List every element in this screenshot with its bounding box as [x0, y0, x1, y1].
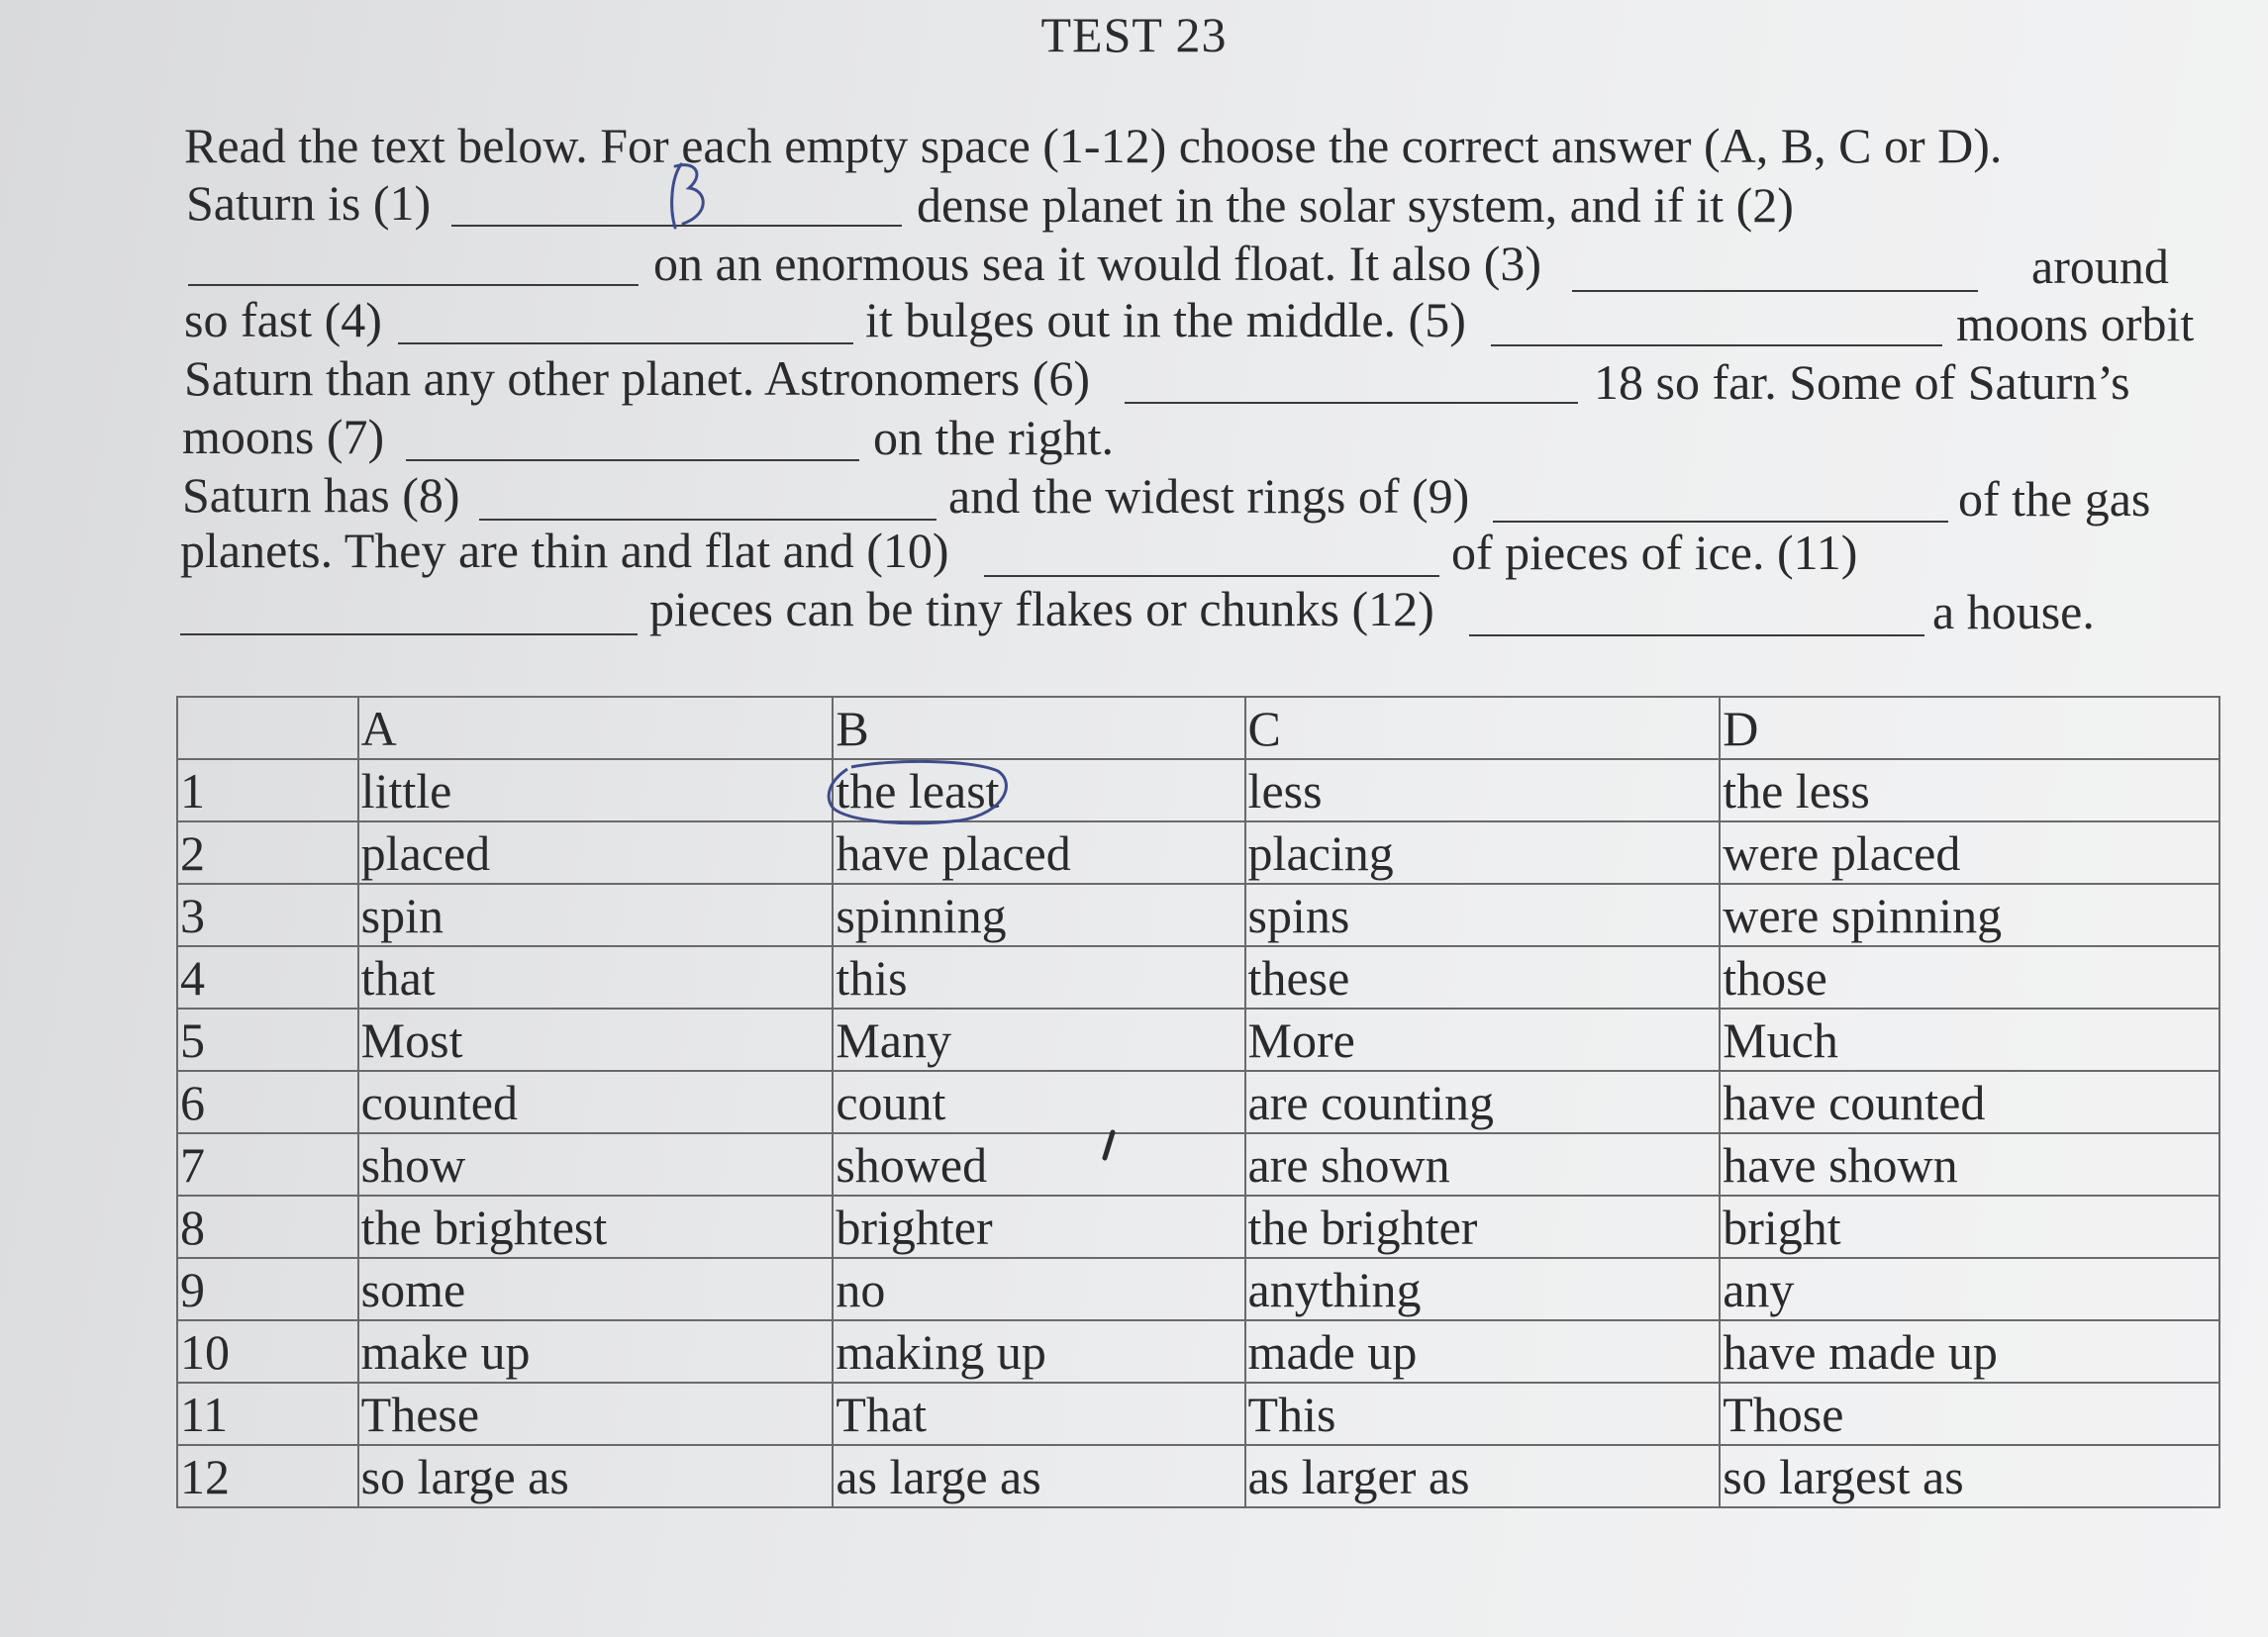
table-row	[177, 821, 2219, 884]
option-c-cell: as larger as	[1245, 1445, 1721, 1507]
row-number-cell: 1	[177, 759, 358, 821]
option-b-cell: Many	[833, 1009, 1244, 1071]
passage-line-8b: a house.	[1932, 584, 2095, 639]
option-b-cell: making up	[833, 1320, 1244, 1383]
option-a-cell: some	[358, 1258, 834, 1320]
passage-line-6a: Saturn has (8)	[182, 467, 460, 523]
table-row	[177, 946, 2219, 1009]
option-a-cell: so large as	[358, 1445, 834, 1507]
passage-line-2b: around	[2031, 239, 2169, 294]
column-header-c: C	[1245, 697, 1721, 759]
option-a-cell: placed	[358, 821, 834, 884]
row-number-cell: 10	[177, 1320, 358, 1383]
option-c-cell: made up	[1245, 1320, 1721, 1383]
option-a-cell: show	[358, 1133, 834, 1196]
passage-line-3c: moons orbit	[1956, 296, 2195, 351]
passage-line-3a: so fast (4)	[184, 292, 382, 347]
option-d-cell: have counted	[1720, 1071, 2219, 1133]
row-number-cell: 5	[177, 1009, 358, 1071]
passage-line-2a: on an enormous sea it would float. It also (3)	[653, 236, 1542, 291]
row-number-cell: 11	[177, 1383, 358, 1445]
passage-line-4a: Saturn than any other planet. Astronomers (6)	[184, 350, 1091, 406]
option-a-cell: These	[358, 1383, 834, 1445]
option-c-cell: anything	[1245, 1258, 1721, 1320]
option-d-cell: those	[1720, 946, 2219, 1009]
option-c-cell: spins	[1245, 884, 1721, 946]
option-c-cell: are counting	[1245, 1071, 1721, 1133]
blank-2	[188, 284, 639, 286]
column-header-a: A	[358, 697, 834, 759]
blank-3	[1572, 290, 1978, 292]
option-b-cell: brighter	[833, 1196, 1244, 1258]
instruction-text: Read the text below. For each empty space (1-12) choose the correct answer (A, B, C or D).	[184, 118, 2003, 173]
option-b-cell: have placed	[833, 821, 1244, 884]
row-number-cell: 4	[177, 946, 358, 1009]
option-c-cell: the brighter	[1245, 1196, 1721, 1258]
table-row	[177, 759, 2219, 821]
option-d-cell: bright	[1720, 1196, 2219, 1258]
handwritten-b-answer	[661, 158, 721, 234]
option-d-cell: so largest as	[1720, 1445, 2219, 1507]
test-title: TEST 23	[1040, 7, 1228, 62]
blank-7	[406, 459, 859, 461]
option-a-cell: the brightest	[358, 1196, 834, 1258]
passage-line-1b: dense planet in the solar system, and if it (2)	[917, 177, 1794, 233]
option-b-cell	[833, 759, 1244, 821]
column-header-d: D	[1720, 697, 2219, 759]
table-header-row	[177, 697, 2219, 759]
passage-line-3b: it bulges out in the middle. (5)	[865, 292, 1466, 347]
option-c-cell: More	[1245, 1009, 1721, 1071]
option-c-cell: these	[1245, 946, 1721, 1009]
passage-line-5b: on the right.	[873, 410, 1115, 465]
table-row	[177, 884, 2219, 946]
passage-line-5a: moons (7)	[182, 409, 385, 464]
option-a-cell: that	[358, 946, 834, 1009]
option-d-cell: the less	[1720, 759, 2219, 821]
option-d-cell: were placed	[1720, 821, 2219, 884]
passage-line-4b: 18 so far. Some of Saturn’s	[1594, 354, 2130, 410]
blank-12	[1469, 634, 1924, 636]
blank-9	[1493, 521, 1948, 523]
table-row	[177, 1009, 2219, 1071]
passage-line-7a: planets. They are thin and flat and (10)	[180, 523, 949, 578]
blank-5	[1491, 344, 1942, 346]
table-row	[177, 1258, 2219, 1320]
passage-line-8a: pieces can be tiny flakes or chunks (12)	[649, 581, 1434, 636]
option-a-cell: spin	[358, 884, 834, 946]
table-row	[177, 1133, 2219, 1196]
option-a-cell: make up	[358, 1320, 834, 1383]
table-row	[177, 1196, 2219, 1258]
option-b-cell: showed	[833, 1133, 1244, 1196]
option-c-cell: less	[1245, 759, 1721, 821]
options-table-body	[177, 697, 2219, 1507]
table-row	[177, 1445, 2219, 1507]
option-a-cell: Most	[358, 1009, 834, 1071]
passage-line-6b: and the widest rings of (9)	[948, 468, 1470, 524]
option-b-cell: as large as	[833, 1445, 1244, 1507]
option-d-cell: Those	[1720, 1383, 2219, 1445]
blank-6	[1125, 402, 1578, 404]
row-number-cell: 2	[177, 821, 358, 884]
option-a-cell: counted	[358, 1071, 834, 1133]
option-d-cell: have made up	[1720, 1320, 2219, 1383]
row-number-cell: 9	[177, 1258, 358, 1320]
passage-line-1a: Saturn is (1)	[186, 175, 432, 231]
pen-tick-mark	[1097, 1128, 1121, 1164]
circled-answer	[836, 763, 999, 818]
passage-line-7b: of pieces of ice. (11)	[1451, 525, 1858, 580]
row-number-cell: 8	[177, 1196, 358, 1258]
option-a-cell: little	[358, 759, 834, 821]
table-row	[177, 1071, 2219, 1133]
option-d-cell: any	[1720, 1258, 2219, 1320]
row-number-cell: 7	[177, 1133, 358, 1196]
option-d-cell: were spinning	[1720, 884, 2219, 946]
option-d-cell: Much	[1720, 1009, 2219, 1071]
column-header-b: B	[833, 697, 1244, 759]
option-c-cell: placing	[1245, 821, 1721, 884]
passage-line-6c: of the gas	[1958, 471, 2151, 527]
row-number-cell: 6	[177, 1071, 358, 1133]
table-row	[177, 1320, 2219, 1383]
blank-4	[398, 342, 853, 344]
option-c-cell: are shown	[1245, 1133, 1721, 1196]
option-b-cell: this	[833, 946, 1244, 1009]
option-b-cell: spinning	[833, 884, 1244, 946]
blank-11	[180, 633, 638, 635]
row-number-cell: 3	[177, 884, 358, 946]
option-b-cell: That	[833, 1383, 1244, 1445]
blank-8	[479, 519, 937, 521]
option-b-cell: no	[833, 1258, 1244, 1320]
answer-options-table	[176, 696, 2220, 1508]
blank-10	[984, 575, 1439, 577]
option-d-cell: have shown	[1720, 1133, 2219, 1196]
option-b-cell: count	[833, 1071, 1244, 1133]
circled-answer-text: the least	[836, 762, 1000, 818]
column-header-blank	[177, 697, 358, 759]
table-row	[177, 1383, 2219, 1445]
row-number-cell: 12	[177, 1445, 358, 1507]
option-c-cell: This	[1245, 1383, 1721, 1445]
